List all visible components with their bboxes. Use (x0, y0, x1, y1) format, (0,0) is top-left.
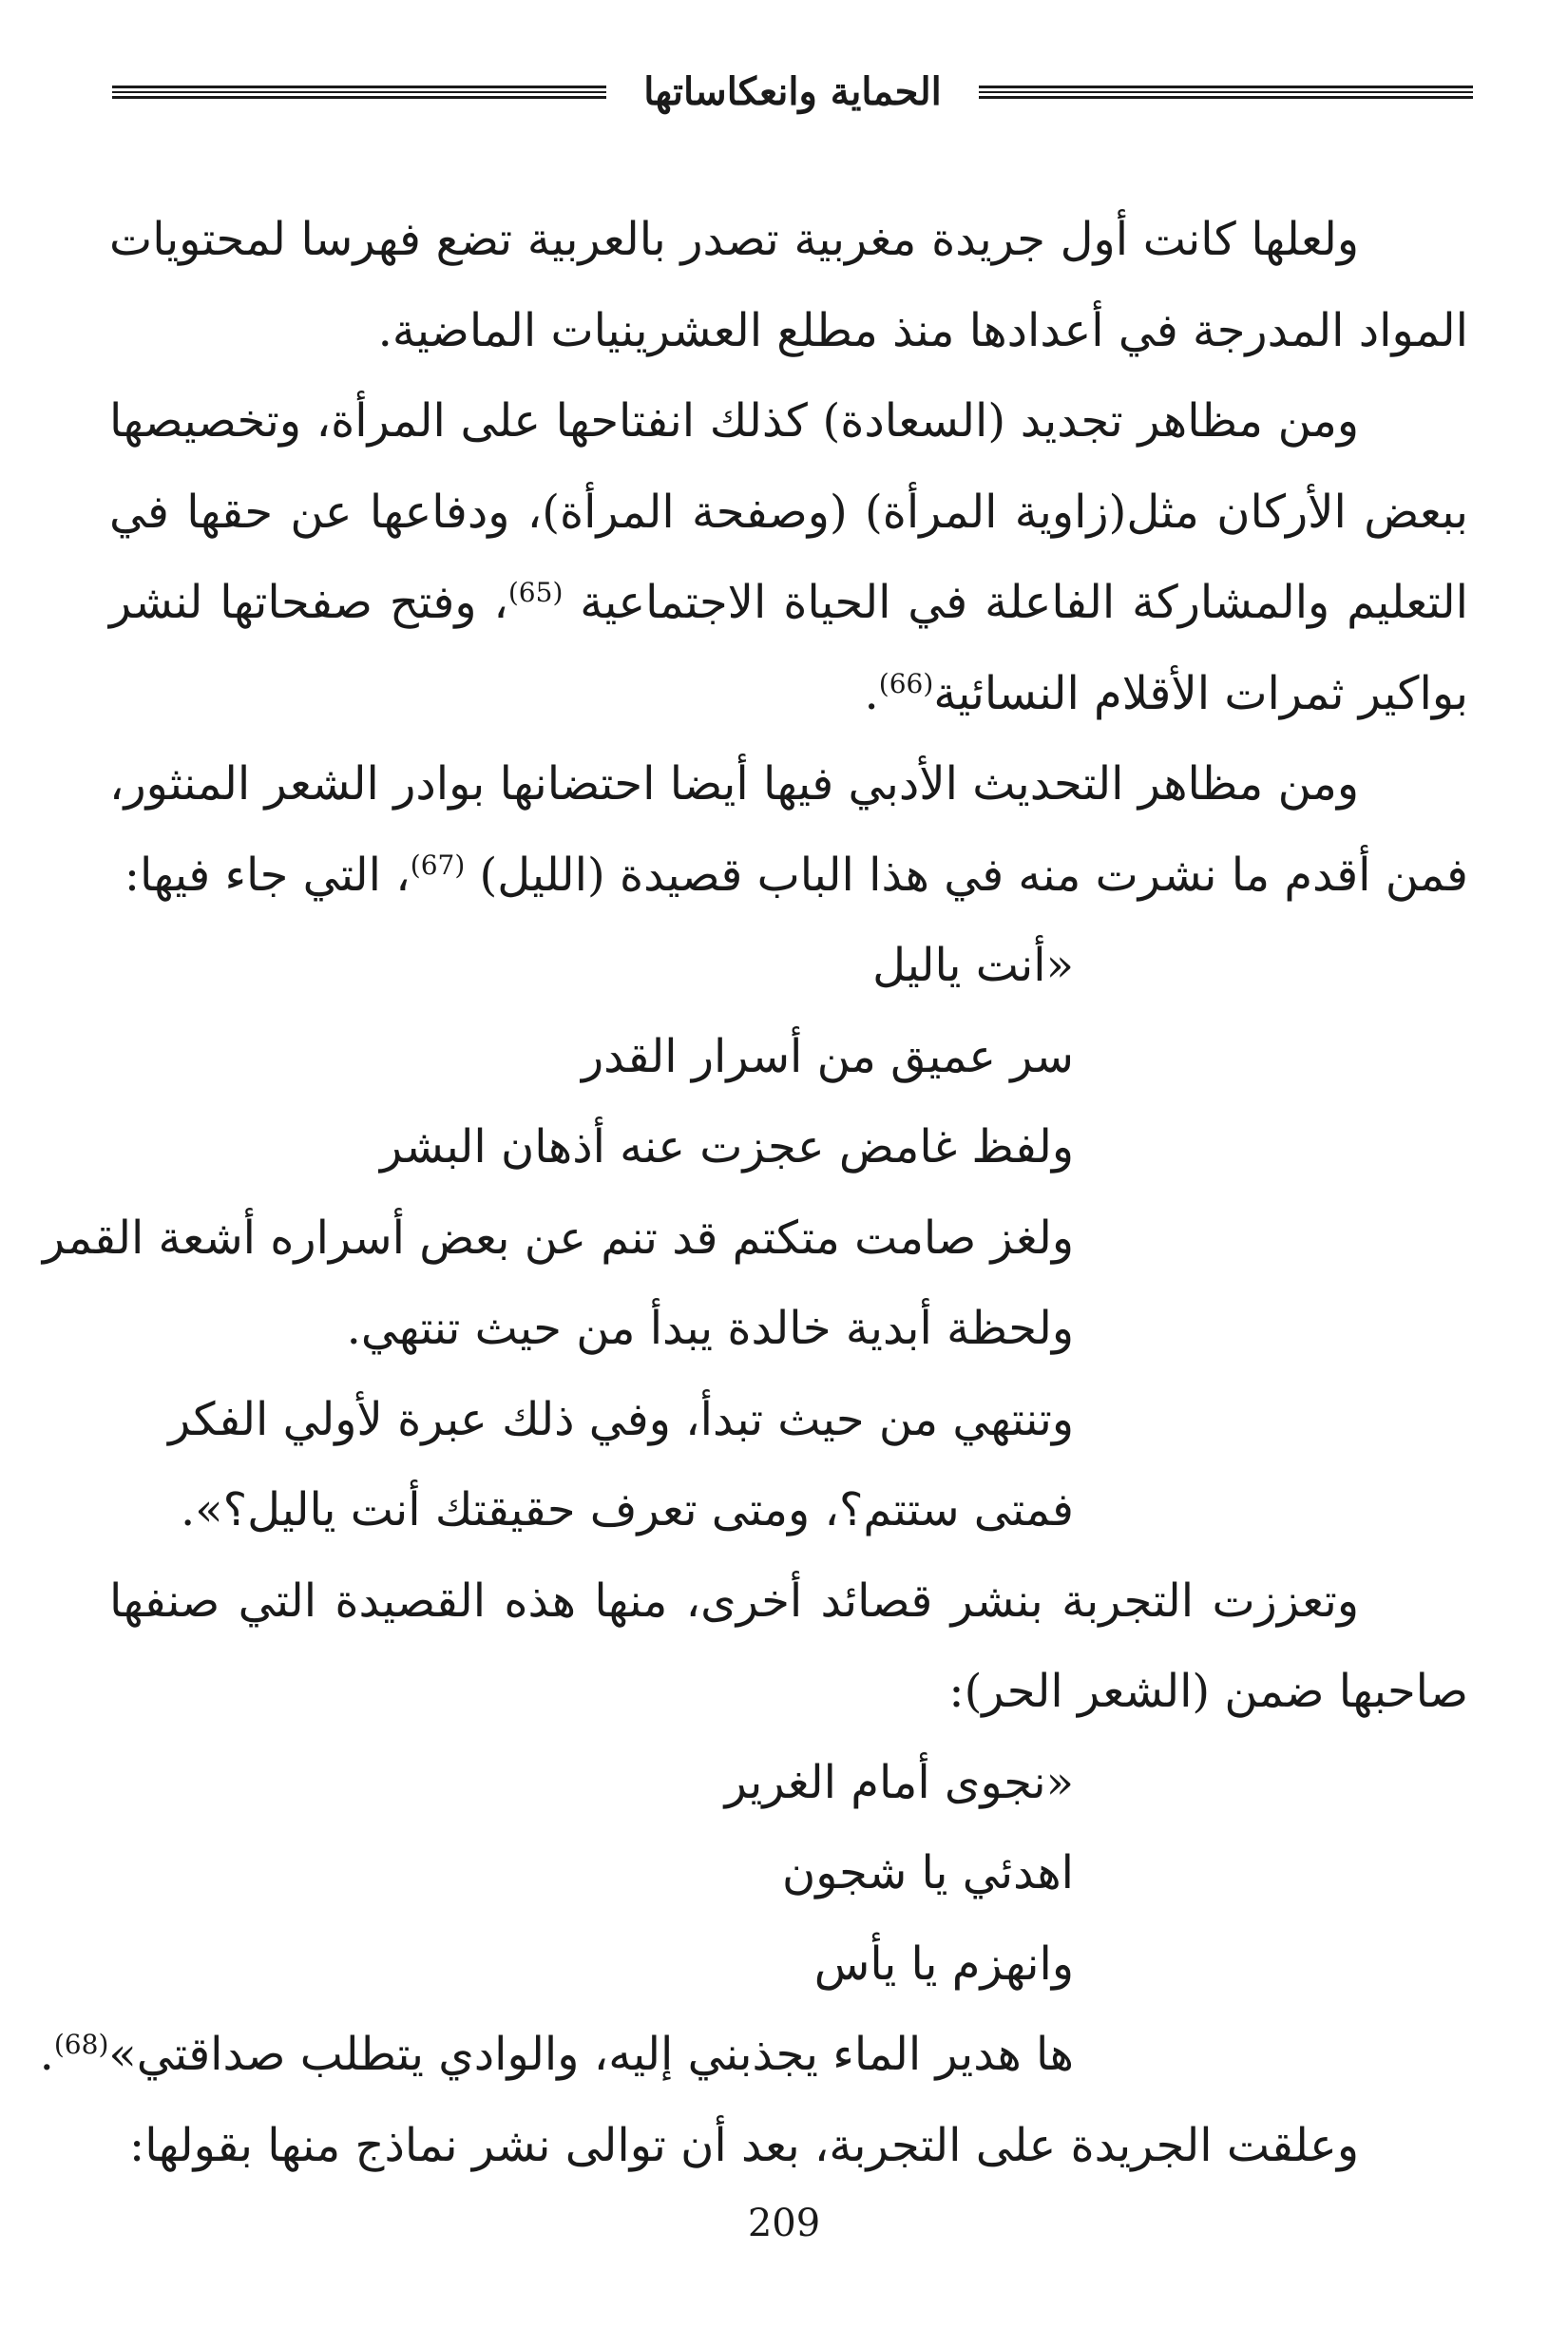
poem-brook-last-end: . (39, 2028, 54, 2081)
poem-brook-last-line (39, 2010, 1468, 2101)
footnote-ref-66: (66) (878, 667, 934, 699)
poem-brook (39, 1738, 1468, 2101)
paragraph-prose-poetry-text-a: ومن مظاهر التحديث الأدبي فيها أيضا احتضانها بوادر الشعر المنثور، فمن أقدم ما نشرت منه في هذا الباب قصيدة (الليل) (109, 757, 1468, 902)
paragraph-free-verse-text: وتعززت التجربة بنشر قصائد أخرى، منها هذه القصيدة التي صنفها صاحبها ضمن (الشعر الحر): (109, 1574, 1468, 1718)
poem-brook-line: «نجوى أمام الغرير (724, 1755, 1074, 1809)
poem-night-line: ولفظ غامض عجزت عنه أذهان البشر (380, 1120, 1074, 1174)
body-text (39, 195, 1468, 2191)
paragraph-final-text: وعلقت الجريدة على التجربة، بعد أن توالى نشر نماذج منها بقولها: (129, 2118, 1359, 2172)
header-rule-right (979, 86, 1473, 99)
running-header (112, 59, 1473, 125)
poem-night-line: ولغز صامت متكتم قد تنم عن بعض أسراره أشعة القمر (42, 1211, 1074, 1265)
poem-brook-last-text: ها هدير الماء يجذبني إليه، والوادي يتطلب صداقتي» (108, 2028, 1074, 2081)
paragraph-women-text-a: ومن مظاهر تجديد (السعادة) كذلك انفتاحها على المرأة، وتخصيصها ببعض الأركان مثل(زاوية المرأة) (وصفحة المرأة)، ودفاعها عن حقها في التعليم والمشاركة الفاعلة في الحياة الاجتماعية (109, 394, 1468, 629)
poem-night-line: ولحظة أبدية خالدة يبدأ من حيث تنتهي. (346, 1302, 1074, 1355)
paragraph-prose-poetry-text-b: ، التي جاء فيها: (124, 848, 411, 902)
running-header-title: الحماية وانعكاساتها (624, 59, 961, 125)
poem-night-line: وتنتهي من حيث تبدأ، وفي ذلك عبرة لأولي الفكر (168, 1392, 1074, 1446)
poem-night-line: «أنت ياليل (872, 939, 1074, 992)
footnote-ref-68: (68) (53, 2029, 109, 2060)
paragraph-prose-poetry (109, 739, 1468, 921)
header-rule-left (112, 86, 606, 99)
poem-brook-line: وانهزم يا يأس (813, 1937, 1074, 1991)
paragraph-index-text: ولعلها كانت أول جريدة مغربية تصدر بالعربية تضع فهرسا لمحتويات المواد المدرجة في أعدادها منذ مطلع العشرينيات الماضية. (109, 213, 1468, 357)
paragraph-final (109, 2101, 1468, 2192)
paragraph-free-verse (109, 1556, 1468, 1738)
poem-night-line: سر عميق من أسرار القدر (581, 1029, 1074, 1083)
footnote-ref-65: (65) (507, 577, 564, 608)
poem-night (42, 921, 1468, 1556)
footnote-ref-67: (67) (410, 849, 466, 881)
paragraph-women (109, 376, 1468, 739)
paragraph-women-text-c: . (864, 666, 879, 720)
page-number: 209 (747, 2202, 821, 2245)
poem-night-line: فمتى ستتم؟، ومتى تعرف حقيقتك أنت ياليل؟». (180, 1483, 1074, 1536)
paragraph-women-text-b: ، وفتح صفحاتها لنشر بواكير ثمرات الأقلام النسائية (109, 576, 1468, 720)
paragraph-index (109, 195, 1468, 376)
poem-brook-line: اهدئي يا شجون (782, 1846, 1074, 1899)
